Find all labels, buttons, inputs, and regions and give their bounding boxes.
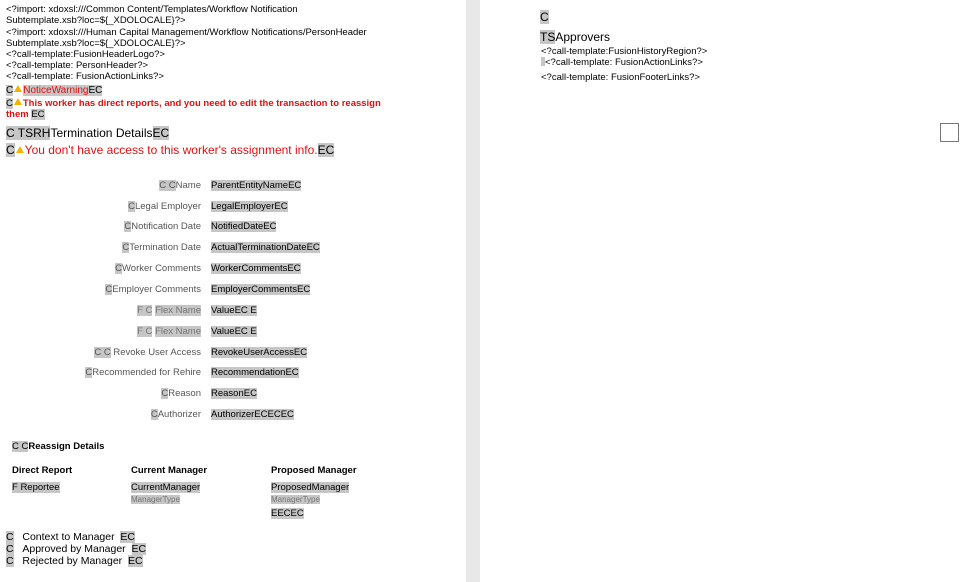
eecec-text: EECEC bbox=[271, 508, 304, 519]
access-c: C bbox=[6, 143, 15, 157]
field-value-text: WorkerCommentsEC bbox=[211, 263, 301, 274]
row-text: Context to Manager bbox=[22, 531, 115, 543]
row-ec: EC bbox=[120, 531, 136, 543]
flex-value[interactable] bbox=[211, 305, 257, 316]
row-ec: EC bbox=[128, 555, 143, 567]
field-value-text: RevokeUserAccessEC bbox=[211, 347, 308, 358]
field-prefix: C bbox=[124, 221, 132, 232]
warning-icon bbox=[16, 146, 24, 153]
import-line-1: <?import: xdoxsl:///Common Content/Templates/Workflow Notification bbox=[6, 4, 298, 15]
field-value-text: NotifiedDateEC bbox=[211, 221, 277, 232]
access-warning-text: You don't have access to this worker's assignment info. bbox=[24, 143, 318, 157]
access-ec: EC bbox=[317, 143, 335, 157]
field-label bbox=[85, 367, 201, 378]
field-value-text: LegalEmployerEC bbox=[211, 201, 288, 212]
flex-label bbox=[137, 326, 201, 337]
current-manager-type-text: ManagerType bbox=[131, 495, 180, 504]
row-ec: EC bbox=[131, 543, 147, 555]
right-c-text: C bbox=[540, 10, 549, 24]
flex-value[interactable] bbox=[211, 326, 257, 337]
notice-ec: EC bbox=[88, 85, 103, 96]
column-header-direct-report: Direct Report bbox=[12, 465, 73, 476]
field-label-text: Termination Date bbox=[129, 242, 201, 253]
field-prefix: C bbox=[161, 388, 169, 399]
reportee-cell[interactable] bbox=[12, 482, 60, 493]
proposed-manager-type-text: ManagerType bbox=[271, 495, 320, 504]
import-line-2: Subtemplate.xsb?loc=${_XDOLOCALE}?> bbox=[6, 15, 186, 26]
call-template-footer-links: <?call-template: FusionFooterLinks?> bbox=[541, 72, 700, 83]
field-value[interactable] bbox=[211, 263, 301, 274]
field-prefix: F C bbox=[137, 305, 153, 316]
column-header-proposed-manager: Proposed Manager bbox=[271, 465, 357, 476]
import-line-3: <?import: xdoxsl:///Human Capital Management/Workflow Notifications/PersonHeader bbox=[6, 27, 367, 38]
import-line-4: Subtemplate.xsb?loc=${_XDOLOCALE}?> bbox=[6, 38, 186, 49]
row-text: Rejected by Manager bbox=[22, 555, 123, 567]
termination-details-heading bbox=[6, 126, 169, 140]
proposed-manager-cell[interactable] bbox=[271, 482, 349, 493]
termination-title: Termination Details bbox=[50, 126, 153, 140]
field-value-text: AuthorizerECECEC bbox=[211, 409, 294, 420]
direct-reports-c: C bbox=[6, 98, 13, 109]
field-prefix: C bbox=[150, 409, 158, 420]
row-c: C bbox=[6, 531, 14, 543]
field-label-text: Worker Comments bbox=[121, 263, 201, 274]
current-manager-type bbox=[131, 495, 180, 504]
proposed-manager-text: ProposedManager bbox=[271, 482, 350, 493]
field-value-text: ParentEntityNameEC bbox=[211, 180, 302, 191]
row-c: C bbox=[6, 543, 14, 555]
current-manager-text: CurrentManager bbox=[131, 482, 201, 493]
rejected-by-manager-row[interactable] bbox=[6, 555, 143, 567]
call-template-person-header: <?call-template: PersonHeader?> bbox=[6, 60, 149, 71]
row-c: C bbox=[6, 555, 14, 567]
field-label-text: Notification Date bbox=[131, 221, 201, 232]
field-value[interactable] bbox=[211, 180, 301, 191]
reportee-text: F Reportee bbox=[12, 482, 60, 493]
field-label-text: Employer Comments bbox=[112, 284, 201, 295]
field-prefix: C bbox=[115, 263, 122, 274]
warning-icon bbox=[14, 98, 22, 105]
field-value[interactable] bbox=[211, 409, 294, 420]
field-label-text: Revoke User Access bbox=[113, 347, 201, 358]
call-template-action-links-right bbox=[541, 57, 703, 68]
field-label bbox=[105, 284, 201, 295]
current-manager-cell[interactable] bbox=[131, 482, 200, 493]
field-prefix: C C bbox=[159, 180, 176, 191]
approvers-ts: TS bbox=[540, 30, 556, 44]
proposed-manager-type bbox=[271, 495, 320, 504]
field-value[interactable] bbox=[211, 347, 307, 358]
field-label bbox=[122, 242, 201, 253]
field-value-text: ReasonEC bbox=[211, 388, 257, 399]
field-label-text: Recommended for Rehire bbox=[92, 367, 201, 378]
field-prefix: C bbox=[128, 201, 135, 212]
field-label bbox=[94, 347, 201, 358]
notice-warning-field[interactable] bbox=[6, 85, 102, 96]
field-label-text: Name bbox=[175, 180, 201, 191]
field-label bbox=[115, 263, 201, 274]
row-text: Approved by Manager bbox=[22, 543, 126, 555]
field-prefix: F C bbox=[137, 326, 153, 337]
direct-reports-message-cont bbox=[6, 109, 45, 120]
approvers-heading bbox=[540, 30, 610, 44]
direct-reports-text: This worker has direct reports, and you need to edit the transaction to reassign bbox=[22, 98, 381, 109]
right-document-page bbox=[480, 0, 975, 582]
reassign-title: Reassign Details bbox=[28, 441, 105, 452]
field-value[interactable] bbox=[211, 221, 276, 232]
reassign-prefix: C C bbox=[12, 441, 29, 452]
column-header-current-manager: Current Manager bbox=[131, 465, 208, 476]
left-document-page bbox=[0, 0, 466, 582]
notice-warning-text: NoticeWarning bbox=[23, 85, 89, 96]
access-warning[interactable] bbox=[6, 143, 334, 157]
field-label-text: Flex Name bbox=[155, 326, 201, 337]
field-value[interactable] bbox=[211, 242, 320, 253]
field-label-text: Legal Employer bbox=[134, 201, 201, 212]
field-value[interactable] bbox=[211, 367, 299, 378]
warning-icon bbox=[14, 85, 22, 92]
right-c-field[interactable] bbox=[540, 10, 549, 24]
flex-label bbox=[137, 305, 201, 316]
action-links-text: <?call-template: FusionActionLinks?> bbox=[545, 57, 703, 68]
field-prefix: C bbox=[105, 284, 113, 295]
field-value-text: EmployerCommentsEC bbox=[211, 284, 311, 295]
field-value[interactable] bbox=[211, 201, 288, 212]
eecec-cell[interactable] bbox=[271, 508, 304, 519]
direct-reports-text-2: them bbox=[6, 109, 29, 120]
field-label-text: Reason bbox=[168, 388, 201, 399]
notice-c: C bbox=[6, 85, 14, 96]
field-label-text: Flex Name bbox=[155, 305, 201, 316]
call-template-action-links: <?call-template: FusionActionLinks?> bbox=[6, 71, 164, 82]
approved-by-manager-row[interactable] bbox=[6, 543, 146, 555]
field-value-text: ValueEC E bbox=[211, 305, 257, 316]
field-value[interactable] bbox=[211, 284, 310, 295]
field-prefix: C bbox=[122, 242, 130, 253]
field-value-text: ActualTerminationDateEC bbox=[211, 242, 320, 253]
call-template-header-logo: <?call-template:FusionHeaderLogo?> bbox=[6, 49, 165, 60]
termination-ec: EC bbox=[152, 126, 170, 140]
field-prefix: C C bbox=[94, 347, 111, 358]
field-label-text: Authorizer bbox=[157, 409, 201, 420]
field-label bbox=[161, 388, 201, 399]
field-label bbox=[124, 221, 201, 232]
field-label bbox=[128, 201, 201, 212]
context-to-manager-row[interactable] bbox=[6, 531, 135, 543]
approvers-title: Approvers bbox=[555, 30, 611, 44]
direct-reports-ec: EC bbox=[31, 109, 45, 120]
reassign-details-heading bbox=[12, 441, 104, 452]
field-value-text: ValueEC E bbox=[211, 326, 257, 337]
checkbox-placeholder[interactable] bbox=[940, 123, 959, 142]
field-value-text: RecommendationEC bbox=[211, 367, 299, 378]
field-value[interactable] bbox=[211, 388, 257, 399]
field-label bbox=[159, 180, 201, 191]
field-prefix: C bbox=[85, 367, 93, 378]
direct-reports-message[interactable] bbox=[6, 98, 381, 109]
call-template-history-region: <?call-template:FusionHistoryRegion?> bbox=[541, 46, 708, 57]
field-label bbox=[151, 409, 201, 420]
termination-prefix: C TSRH bbox=[6, 126, 51, 140]
